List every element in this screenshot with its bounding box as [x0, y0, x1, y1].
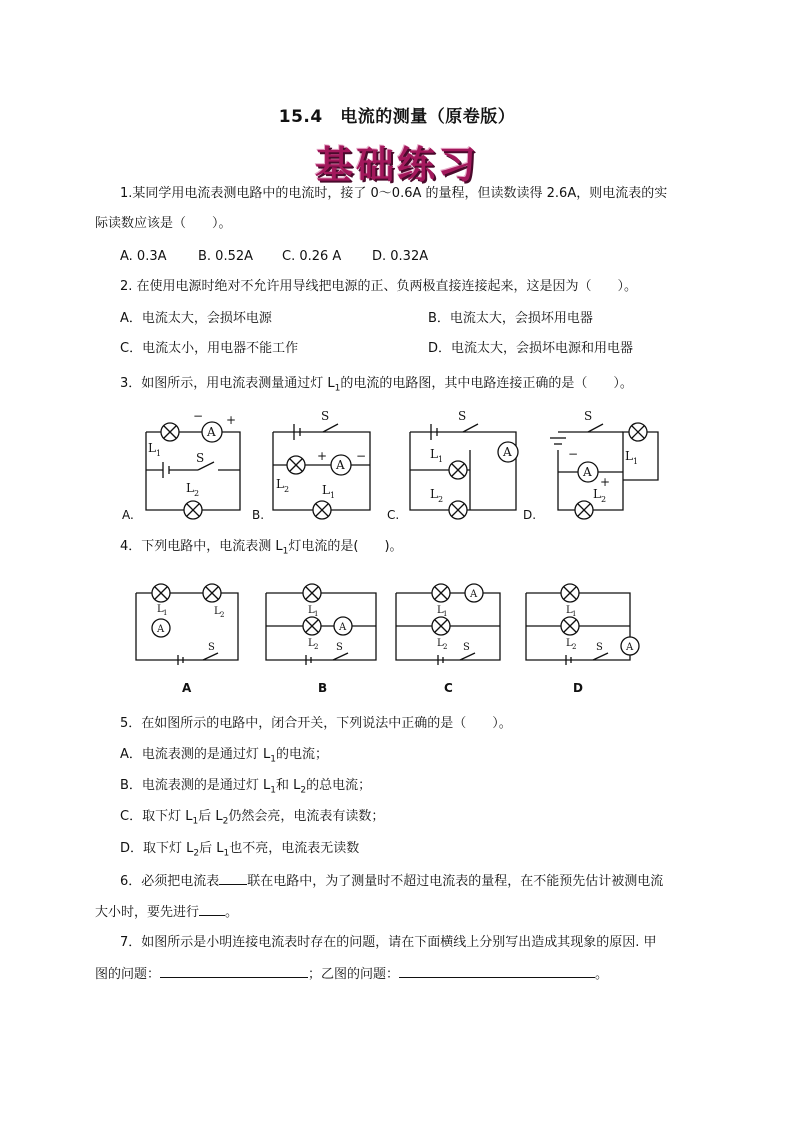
svg-text:S: S: [584, 410, 593, 423]
q7-line2: 图的问题： ；乙图的问题： 。: [95, 967, 609, 982]
svg-text:L: L: [308, 638, 315, 649]
svg-text:2: 2: [284, 485, 290, 494]
svg-text:L: L: [430, 487, 438, 501]
svg-text:2: 2: [443, 643, 448, 651]
q4-circuit-b: [266, 584, 376, 665]
q5-option-b: B．电流表测的是通过灯 $L_1$和 $L_2$的总电流；: [120, 778, 372, 796]
svg-text:1: 1: [572, 610, 577, 618]
q1-option-c: C. 0.26 A: [282, 249, 342, 264]
svg-text:1: 1: [438, 455, 444, 464]
q3-label-b: B.: [252, 508, 265, 522]
svg-text:2: 2: [438, 495, 444, 504]
svg-text:L: L: [430, 447, 438, 461]
svg-text:2: 2: [220, 611, 225, 619]
q1-option-a: A. 0.3A: [120, 249, 167, 264]
q2-option-c: C．电流太小，用电器不能工作: [120, 341, 299, 356]
q4-circuit-c: [396, 584, 500, 665]
svg-text:L: L: [566, 605, 573, 616]
svg-text:A: A: [207, 425, 216, 439]
q2-stem: 2. 在使用电源时绝对不允许用导线把电源的正、负两极直接连接起来，这是因为（ ）。: [120, 279, 638, 294]
q5-option-d: D．取下灯 $L_2$后 $L_1$也不亮，电流表无读数: [120, 841, 360, 859]
q4-label-c: C: [444, 681, 453, 695]
svg-text:S: S: [463, 642, 470, 653]
svg-text:A: A: [503, 445, 512, 459]
q3-circuit-figures: [118, 410, 678, 522]
q3-label-a: A.: [122, 508, 134, 522]
svg-text:S: S: [458, 410, 467, 423]
q5-stem: 5．在如图所示的电路中，闭合开关，下列说法中正确的是（ ）。: [120, 716, 512, 731]
q6-line2: 大小时，要先进行 。: [95, 905, 239, 920]
q7-line1: 7．如图所示是小明连接电流表时存在的问题，请在下面横线上分别写出造成其现象的原因. 甲: [120, 935, 657, 950]
q4-circuit-d: [526, 584, 639, 665]
svg-text:L: L: [322, 483, 330, 497]
q4-stem: 4．下列电路中，电流表测 $L_1$灯电流的是( )。: [120, 539, 403, 557]
q2-option-b: B．电流太大，会损坏用电器: [428, 311, 593, 326]
q4-circuit-figures: [128, 578, 648, 670]
svg-text:L: L: [186, 481, 194, 495]
svg-text:1: 1: [330, 491, 336, 500]
svg-text:S: S: [596, 642, 603, 653]
svg-text:−: −: [193, 410, 204, 423]
svg-text:A: A: [157, 624, 165, 635]
svg-text:S: S: [208, 642, 215, 653]
section-banner: 基础练习: [314, 142, 479, 187]
svg-text:S: S: [321, 410, 330, 423]
q1-option-b: B. 0.52A: [198, 249, 254, 264]
svg-text:L: L: [437, 638, 444, 649]
q4-circuit-a: [136, 584, 238, 665]
q7-blank-yi[interactable]: [399, 965, 595, 978]
svg-text:1: 1: [443, 610, 448, 618]
svg-text:A: A: [626, 642, 634, 653]
q7-blank-jia[interactable]: [160, 965, 308, 978]
svg-text:2: 2: [601, 495, 607, 504]
q3-circuit-a: [146, 422, 240, 519]
svg-text:S: S: [196, 451, 205, 465]
q3-circuit-d: [550, 423, 658, 519]
q3-circuit-c: [410, 424, 518, 519]
q3-label-c: C.: [387, 508, 400, 522]
svg-text:L: L: [437, 605, 444, 616]
q6-line1: 6．必须把电流表 联在电路中，为了测量时不超过电流表的量程，在不能预先估计被测电流: [120, 874, 664, 889]
svg-text:L: L: [308, 605, 315, 616]
svg-text:−: −: [568, 447, 579, 461]
svg-text:A: A: [470, 589, 478, 600]
svg-text:2: 2: [314, 643, 319, 651]
q4-label-b: B: [318, 681, 328, 695]
svg-text:1: 1: [633, 457, 639, 466]
svg-text:+: +: [317, 449, 328, 463]
svg-text:L: L: [276, 477, 284, 491]
svg-text:S: S: [336, 642, 343, 653]
q1-stem-line1: 1.某同学用电流表测电路中的电流时，接了 0～0.6A 的量程，但读数读得 2.6A，则电流表的实: [120, 186, 668, 201]
svg-text:L: L: [148, 441, 156, 455]
q5-option-c: C．取下灯 $L_1$后 $L_2$仍然会亮，电流表有读数；: [120, 809, 385, 827]
q5-option-a: A．电流表测的是通过灯 $L_1$的电流；: [120, 747, 329, 765]
svg-text:L: L: [593, 487, 601, 501]
q2-option-d: D．电流太大，会损坏电源和用电器: [428, 341, 634, 356]
q4-label-d: D: [573, 681, 583, 695]
svg-text:L: L: [157, 604, 164, 615]
svg-text:+: +: [600, 475, 611, 489]
svg-text:2: 2: [194, 489, 200, 498]
q6-blank-1[interactable]: [219, 872, 247, 885]
svg-text:A: A: [336, 458, 345, 472]
q3-circuit-b: [273, 424, 370, 519]
svg-text:A: A: [339, 622, 347, 633]
svg-text:1: 1: [314, 610, 319, 618]
q3-label-d: D.: [523, 508, 537, 522]
page-title: 15.4 电流的测量（原卷版）: [278, 107, 516, 127]
q1-stem-line2: 际读数应该是（ ）。: [95, 216, 232, 231]
svg-text:+: +: [226, 413, 237, 427]
q3-stem: 3．如图所示，用电流表测量通过灯 $L_1$的电流的电路图，其中电路连接正确的是（ ）。: [120, 376, 633, 394]
svg-text:1: 1: [163, 609, 168, 617]
svg-text:L: L: [214, 606, 221, 617]
svg-text:1: 1: [156, 449, 162, 458]
svg-text:L: L: [625, 449, 633, 463]
q1-option-d: D. 0.32A: [372, 249, 429, 264]
svg-text:2: 2: [572, 643, 577, 651]
svg-text:A: A: [583, 465, 592, 479]
svg-text:L: L: [566, 638, 573, 649]
q2-option-a: A．电流太大，会损坏电源: [120, 311, 272, 326]
svg-text:−: −: [356, 449, 367, 463]
q4-label-a: A: [182, 681, 192, 695]
q6-blank-2[interactable]: [199, 903, 225, 916]
